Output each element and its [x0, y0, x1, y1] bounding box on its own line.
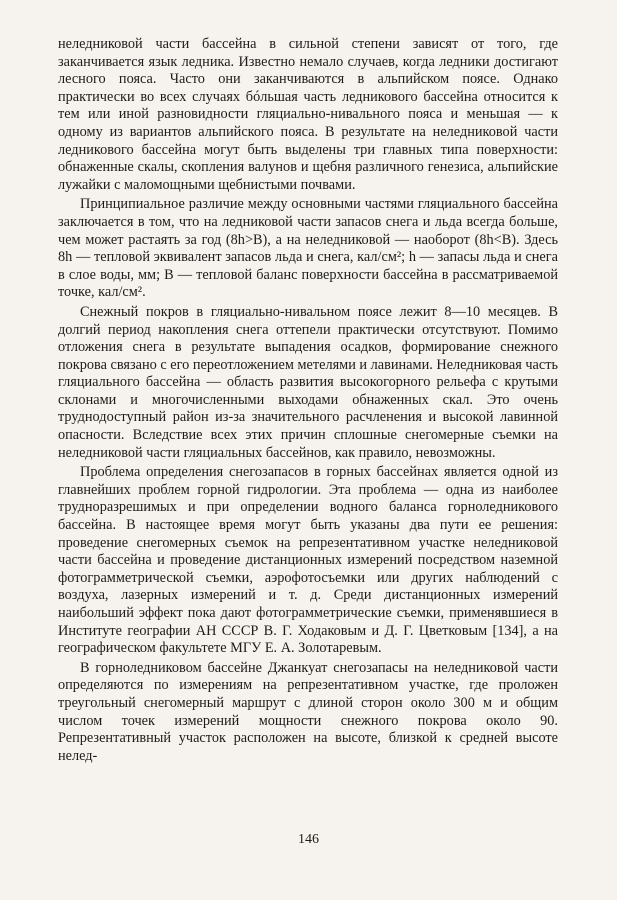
paragraph-2: Принципиальное различие между основными частями гляциального бассейна заключается в том, что на ледниковой части запасов снега и льда всегда больше, чем может растаять за год (8h>B), а на неледниковой — наоборот (8h<B). Здесь 8h — тепловой эквивалент запасов льда и снега, кал/см²; h — запасы льда и снега в слое воды, мм; B — тепловой баланс поверхности бассейна в рассматриваемой точке, кал/см².	[58, 196, 558, 301]
body-text	[58, 36, 558, 765]
paragraph-1: неледниковой части бассейна в сильной степени зависят от того, где заканчивается язык ледника. Известно немало случаев, когда ледники достигают лесного пояса. Часто они заканчиваются в альпийском поясе. Однако практически во всех случаях бóльшая часть ледникового бассейна относится к тем или иной разновидности гляциально-нивального пояса и меньшая — к одному из вариантов альпийского пояса. В результате на неледниковой части ледникового бассейна могут быть выделены три главных типа поверхности: обнаженные скалы, скопления валунов и щебня различного генезиса, альпийские лужайки с маломощными щебнистыми почвами.	[58, 36, 558, 193]
paragraph-3: Снежный покров в гляциально-нивальном поясе лежит 8—10 месяцев. В долгий период накопления снега оттепели практически отсутствуют. Помимо отложения снега в результате выпадения осадков, формирование снежного покрова связано с его переотложением метелями и лавинами. Неледниковая часть гляциального бассейна — область развития высокогорного рельефа с крутыми склонами и многочисленными выходами обнаженных скал. Это очень труднодоступный район из-за значительного расчленения и высокой лавинной опасности. Вследствие всех этих причин сплошные снегомерные съемки на неледниковой части гляциальных бассейнов, как правило, невозможны.	[58, 303, 558, 461]
paragraph-5: В горноледниковом бассейне Джанкуат снегозапасы на неледниковой части определяются по измерениям на репрезентативном участке, где проложен треугольный снегомерный маршрут с длиной сторон около 300 м и общим числом точек измерений мощности снежного покрова около 90. Репрезентативный участок расположен на высоте, близкой к средней высоте нелед-	[58, 659, 558, 764]
page-number: 146	[298, 832, 319, 847]
paragraph-4: Проблема определения снегозапасов в горных бассейнах является одной из главнейших проблем горной гидрологии. Эта проблема — одна из наиболее трудноразрешимых и при определении водного баланса горноледникового бассейна. В настоящее время могут быть указаны два пути ее решения: проведение снегомерных съемок на репрезентативном участке неледниковой части бассейна и проведение дистанционных измерений посредством наземной фотограмметрической съемки, аэрофотосъемки или других наблюдений с воздуха, лазерных измерений и т. д. Среди дистанционных измерений наибольший эффект пока дают фотограмметрические съемки, применявшиеся в Институте географии АН СССР В. Г. Ходаковым и Д. Г. Цветковым [134], а на географическом факультете МГУ Е. А. Золотаревым.	[58, 464, 558, 657]
